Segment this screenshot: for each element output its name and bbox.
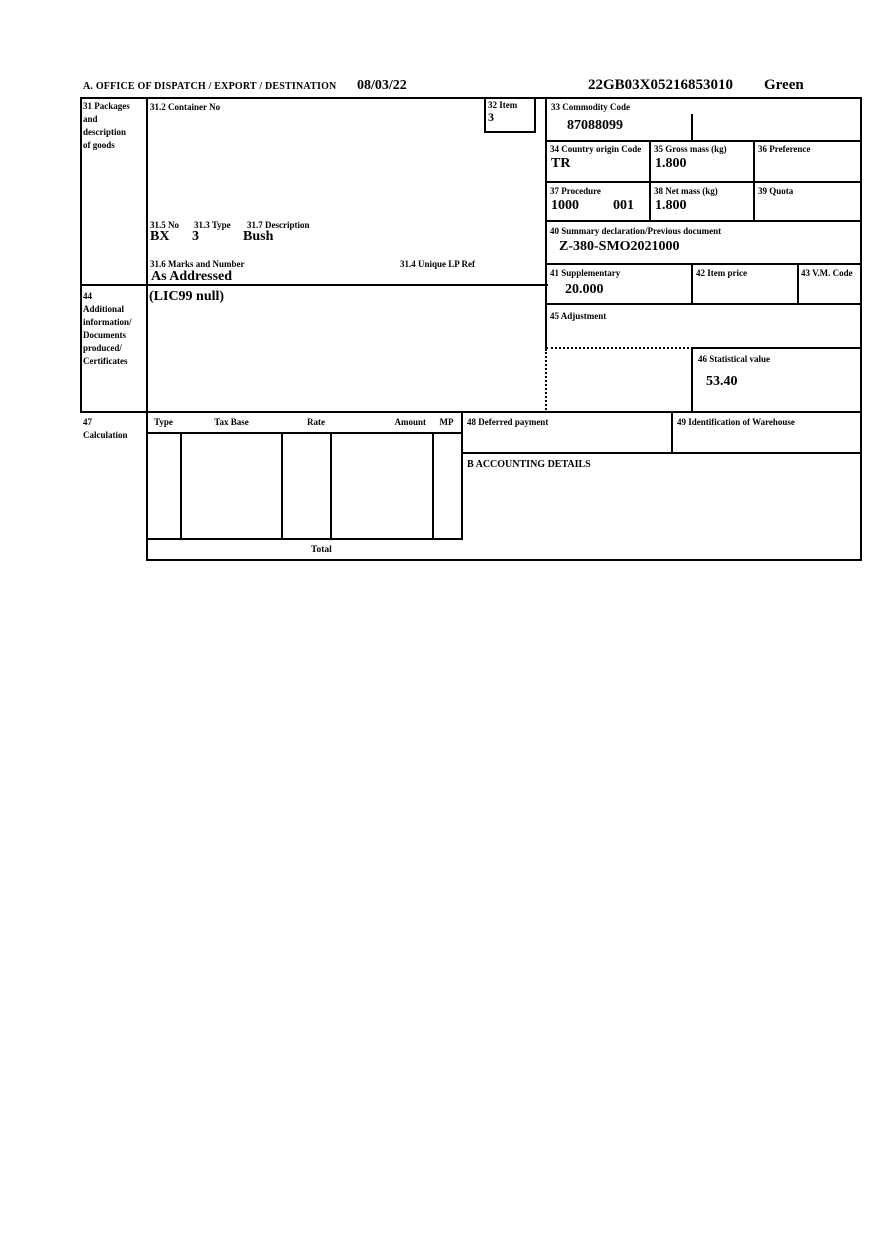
calc-body-bottom-border: [147, 538, 462, 540]
form-top-border: [80, 97, 862, 99]
col48-49-divider: [671, 411, 673, 454]
supplementary-label: 41 Supplementary: [550, 268, 621, 278]
net-mass-value: 1.800: [655, 198, 687, 213]
calc-header-bottom-border: [147, 432, 462, 434]
summary-declaration-label: 40 Summary declaration/Previous document: [550, 226, 722, 236]
marks-and-number-value: As Addressed: [151, 269, 233, 284]
calc-column-header-tax-base: Tax Base: [214, 417, 249, 427]
gross-mass-value: 1.800: [655, 156, 687, 171]
side-label-divider: [146, 97, 148, 561]
box31-side-label-line4: of goods: [83, 140, 115, 150]
type-column-divider: [180, 432, 182, 540]
office-of-dispatch-header: A. OFFICE OF DISPATCH / EXPORT / DESTINATION: [83, 81, 337, 92]
supplementary-value: 20.000: [565, 282, 604, 297]
calc-column-header-type: Type: [154, 417, 173, 427]
box44-side-label-line4: Documents: [83, 330, 126, 340]
box44-side-label-line5: produced/: [83, 343, 122, 353]
entry-reference-value: 22GB03X05216853010: [588, 77, 734, 93]
route-value: Green: [764, 77, 804, 93]
adjustment-label: 45 Adjustment: [550, 311, 607, 321]
col34-35-divider: [649, 140, 651, 222]
preference-label: 36 Preference: [758, 144, 811, 154]
gross-mass-label: 35 Gross mass (kg): [654, 144, 727, 154]
packages-description-label: 31.7 Description: [247, 220, 310, 230]
date-value: 08/03/22: [357, 78, 407, 93]
commodity-code-label: 33 Commodity Code: [551, 102, 630, 112]
packages-description-value: Bush: [243, 229, 274, 244]
taxbase-column-divider: [281, 432, 283, 540]
box40-bottom-border: [546, 263, 862, 265]
form-bottom-border: [147, 559, 862, 561]
box46-top-border: [693, 347, 862, 349]
item-number-value: 3: [488, 110, 494, 124]
item-box-left-border: [484, 97, 486, 133]
box31-side-label-line1: 31 Packages: [83, 101, 130, 111]
box47-side-label-line2: Calculation: [83, 430, 128, 440]
box44-side-label-line1: 44: [83, 291, 92, 301]
procedure-value-2: 001: [613, 198, 634, 213]
procedure-label: 37 Procedure: [550, 186, 601, 196]
row37-bottom-border: [546, 220, 862, 222]
calculation-top-border: [80, 411, 862, 413]
procedure-value-1: 1000: [551, 198, 579, 213]
calc-column-header-rate: Rate: [307, 417, 325, 427]
net-mass-label: 38 Net mass (kg): [654, 186, 718, 196]
packages-type-value: 3: [192, 229, 199, 244]
box47-side-label-line1: 47: [83, 417, 92, 427]
rate-column-divider: [330, 432, 332, 540]
box44-side-label-line2: Additional: [83, 304, 125, 314]
packages-no-label: 31.5 No: [150, 220, 179, 230]
packages-type-label: 31.3 Type: [194, 220, 231, 230]
box46-left-border: [691, 347, 693, 413]
item-box-right-border: [534, 97, 536, 133]
quota-label: 39 Quota: [758, 186, 794, 196]
row41-bottom-border: [546, 303, 862, 305]
additional-information-value: (LIC99 null): [149, 289, 225, 304]
item-box-bottom-border: [485, 131, 536, 133]
col35-36-divider: [753, 140, 755, 222]
form-right-border: [860, 97, 862, 561]
col41-42-divider: [691, 263, 693, 305]
box31-side-label-line3: description: [83, 127, 127, 137]
unique-lp-ref-label: 31.4 Unique LP Ref: [400, 259, 476, 269]
deferred-payment-label: 48 Deferred payment: [467, 417, 549, 427]
statistical-value-value: 53.40: [706, 374, 738, 389]
packages-no-value: BX: [150, 229, 170, 244]
amount-column-divider: [432, 432, 434, 540]
row48-bottom-border: [462, 452, 862, 454]
identification-warehouse-label: 49 Identification of Warehouse: [677, 417, 795, 427]
vm-code-label: 43 V.M. Code: [801, 268, 853, 278]
row34-bottom-border: [546, 181, 862, 183]
item-price-label: 42 Item price: [696, 268, 747, 278]
box31-bottom-border: [80, 284, 548, 286]
item-number-label: 32 Item: [488, 100, 518, 110]
box31-side-label-line2: and: [83, 114, 98, 124]
calc-total-label: Total: [311, 545, 332, 555]
calc-column-header-amount: Amount: [394, 417, 426, 427]
adjustment-dotted-left-border: [545, 349, 547, 413]
right-column-divider: [545, 97, 547, 349]
adjustment-dotted-border: [546, 347, 693, 349]
commodity-code-value: 87088099: [567, 118, 623, 133]
country-origin-value: TR: [551, 156, 571, 171]
calc-column-header-mp: MP: [439, 417, 454, 427]
country-origin-label: 34 Country origin Code: [550, 144, 642, 154]
box44-side-label-line6: Certificates: [83, 356, 128, 366]
commodity-code-subdivider: [691, 114, 693, 142]
calc-table-right-border: [461, 411, 463, 540]
summary-declaration-value: Z-380-SMO2021000: [559, 239, 680, 254]
col42-43-divider: [797, 263, 799, 305]
marks-and-number-label: 31.6 Marks and Number: [150, 259, 245, 269]
box33-bottom-border: [546, 140, 862, 142]
statistical-value-label: 46 Statistical value: [698, 354, 770, 364]
container-no-label: 31.2 Container No: [150, 102, 221, 112]
box44-side-label-line3: information/: [83, 317, 132, 327]
accounting-details-label: B ACCOUNTING DETAILS: [467, 459, 591, 470]
form-left-border: [80, 97, 82, 413]
